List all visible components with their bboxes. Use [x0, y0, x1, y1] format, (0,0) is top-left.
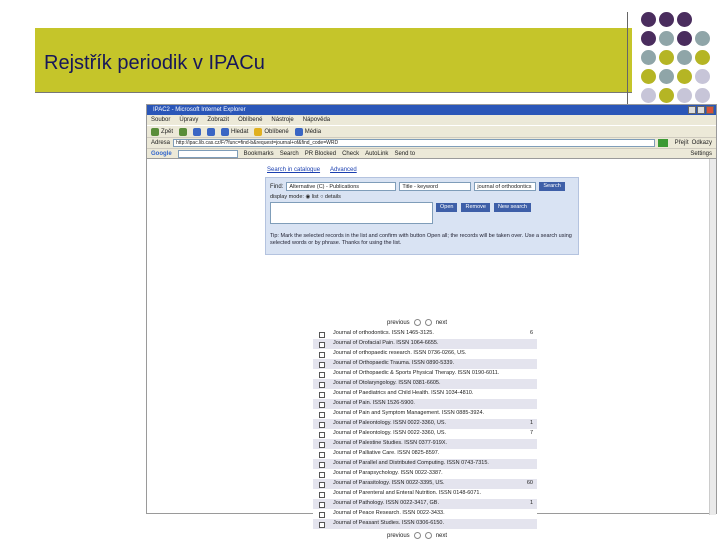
- row-checkbox[interactable]: [319, 372, 325, 378]
- dot: [641, 69, 656, 84]
- journal-title[interactable]: Journal of Pathology. ISSN 0022-3417, GB.: [333, 500, 439, 506]
- row-checkbox[interactable]: [319, 482, 325, 488]
- dot: [695, 69, 710, 84]
- search-icon: [221, 128, 229, 136]
- row-checkbox[interactable]: [319, 332, 325, 338]
- journal-count: 60: [526, 480, 533, 486]
- dot: [641, 12, 656, 27]
- search-button[interactable]: [221, 128, 248, 136]
- radio-details[interactable]: ○: [320, 194, 325, 200]
- favorites-label: Oblíbené: [264, 128, 289, 135]
- close-button[interactable]: [706, 106, 714, 114]
- go-button[interactable]: [658, 139, 668, 147]
- list-item[interactable]: [313, 499, 537, 509]
- prev-circle-icon[interactable]: [414, 319, 421, 326]
- search-tabs: [267, 167, 357, 173]
- google-logo: Google: [151, 150, 172, 157]
- row-checkbox[interactable]: [319, 502, 325, 508]
- row-checkbox[interactable]: [319, 512, 325, 518]
- query-textarea[interactable]: [270, 202, 433, 224]
- pager-next[interactable]: next: [435, 532, 448, 539]
- row-checkbox[interactable]: [319, 422, 325, 428]
- list-item[interactable]: [313, 509, 537, 519]
- title-divider: [35, 92, 632, 93]
- row-checkbox[interactable]: [319, 442, 325, 448]
- dot: [695, 31, 710, 46]
- pager-prev[interactable]: previous: [387, 319, 410, 326]
- list-item[interactable]: [313, 369, 537, 379]
- journal-title[interactable]: Journal of Paleontology. ISSN 0022-3360, US.: [333, 430, 447, 436]
- list-item[interactable]: [313, 519, 537, 529]
- journal-title[interactable]: Journal of Peasant Studies. ISSN 0306-6150.: [333, 520, 444, 526]
- minimize-button[interactable]: [688, 106, 696, 114]
- media-icon: [295, 128, 303, 136]
- toolbar: [147, 125, 716, 137]
- journal-count: 7: [529, 430, 533, 436]
- dot: [659, 12, 674, 27]
- radio-details-label: details: [324, 194, 341, 200]
- new-search-button[interactable]: New search: [494, 203, 531, 212]
- google-item[interactable]: Search: [279, 150, 299, 157]
- field-select[interactable]: Title - keyword: [399, 182, 471, 191]
- back-button[interactable]: [151, 128, 173, 136]
- list-item[interactable]: [313, 489, 537, 499]
- list-item[interactable]: [313, 459, 537, 469]
- list-item[interactable]: [313, 359, 537, 369]
- journal-count: 1: [529, 420, 533, 426]
- dot: [677, 88, 692, 103]
- dot: [677, 31, 692, 46]
- find-label: Find:: [270, 183, 284, 190]
- dot: [659, 50, 674, 65]
- journal-title[interactable]: Journal of Orofacial Pain. ISSN 1064-6655.: [333, 340, 439, 346]
- row-checkbox[interactable]: [319, 432, 325, 438]
- menu-file[interactable]: Soubor: [151, 117, 171, 123]
- refresh-icon[interactable]: [193, 128, 201, 136]
- tab-basic-search[interactable]: Search in catalogue: [267, 167, 321, 173]
- row-checkbox[interactable]: [319, 522, 325, 528]
- menu-help[interactable]: Nápověda: [302, 117, 331, 123]
- row-checkbox[interactable]: [319, 462, 325, 468]
- row-checkbox[interactable]: [319, 472, 325, 478]
- favorites-button[interactable]: [254, 128, 288, 136]
- forward-arrow-icon[interactable]: [179, 128, 187, 136]
- pager-top: [387, 319, 447, 326]
- back-label: Zpět: [161, 128, 174, 135]
- journal-title[interactable]: Journal of Otolaryngology. ISSN 0381-6605.: [333, 380, 441, 386]
- query-input[interactable]: journal of orthodontics: [474, 182, 536, 191]
- list-item[interactable]: [313, 429, 537, 439]
- star-icon: [254, 128, 262, 136]
- pager-bottom: [387, 532, 447, 539]
- list-item[interactable]: [313, 379, 537, 389]
- journal-title[interactable]: Journal of Parasitology. ISSN 0022-3395, US.: [333, 480, 445, 486]
- row-checkbox[interactable]: [319, 362, 325, 368]
- google-item[interactable]: AutoLink: [365, 150, 389, 157]
- google-toolbar: [147, 148, 716, 159]
- google-settings[interactable]: Settings: [690, 150, 712, 157]
- slide-title: Rejstřík periodik v IPACu: [44, 52, 265, 74]
- back-arrow-icon: [151, 128, 159, 136]
- dot: [641, 31, 656, 46]
- journal-title[interactable]: Journal of Pain. ISSN 1526-5900.: [333, 400, 415, 406]
- radio-list[interactable]: ◉: [305, 194, 312, 200]
- list-item[interactable]: [313, 329, 537, 339]
- row-checkbox[interactable]: [319, 392, 325, 398]
- journal-count: 1: [529, 500, 533, 506]
- address-input[interactable]: http://ipac.lib.cas.cz/F/?func=find-b&request=journal+of&find_code=WRD: [173, 139, 655, 147]
- address-label: Adresa: [151, 140, 171, 146]
- search-label: Hledat: [231, 128, 249, 135]
- journal-title[interactable]: Journal of Pain and Symptom Management. ISSN 0885-3924.: [333, 410, 485, 416]
- tab-advanced[interactable]: Advanced: [330, 167, 357, 173]
- list-item[interactable]: [313, 449, 537, 459]
- journal-title[interactable]: Journal of orthodontics. ISSN 1465-3125.: [333, 330, 434, 336]
- journal-title[interactable]: Journal of orthopaedic research. ISSN 0736-0266, US.: [333, 350, 467, 356]
- journal-title[interactable]: Journal of Orthopaedic & Sports Physical Therapy. ISSN 0190-6011.: [333, 370, 500, 376]
- remove-button[interactable]: Remove: [461, 203, 489, 212]
- pager-prev[interactable]: previous: [387, 532, 410, 539]
- row-checkbox[interactable]: [319, 402, 325, 408]
- home-icon[interactable]: [207, 128, 215, 136]
- menu-tools[interactable]: Nástroje: [271, 117, 294, 123]
- google-item[interactable]: Bookmarks: [243, 150, 274, 157]
- google-search-input[interactable]: [178, 150, 238, 158]
- google-item[interactable]: Check: [342, 150, 360, 157]
- tip-text: Tip: Mark the selected records in the list and confirm with button Open all; the records will be taken over. Use a search using selected words or by phrase. Thanks for using the list.: [270, 233, 572, 246]
- go-label: Přejít: [674, 140, 689, 146]
- list-item[interactable]: [313, 339, 537, 349]
- list-item[interactable]: [313, 389, 537, 399]
- pager-next[interactable]: next: [435, 319, 448, 326]
- menu-favorites[interactable]: Oblíbené: [238, 117, 263, 123]
- journal-list: [313, 329, 537, 529]
- decorative-dots: [638, 12, 720, 107]
- dot: [659, 88, 674, 103]
- dot: [677, 12, 692, 27]
- google-item[interactable]: PR Blocked: [304, 150, 337, 157]
- media-button[interactable]: [295, 128, 321, 136]
- journal-title[interactable]: Journal of Paediatrics and Child Health. ISSN 1034-4810.: [333, 390, 474, 396]
- dot: [677, 50, 692, 65]
- list-item[interactable]: [313, 349, 537, 359]
- row-checkbox[interactable]: [319, 352, 325, 358]
- journal-title[interactable]: Journal of Orthopaedic Trauma. ISSN 0890-5339.: [333, 360, 455, 366]
- prev-circle-icon[interactable]: [414, 532, 421, 539]
- next-circle-icon[interactable]: [425, 532, 432, 539]
- menu-edit[interactable]: Úpravy: [179, 117, 199, 123]
- menu-view[interactable]: Zobrazit: [207, 117, 230, 123]
- address-bar: [147, 137, 716, 148]
- window-title: IPAC2 - Microsoft Internet Explorer: [153, 107, 246, 113]
- window-titlebar: [147, 105, 716, 115]
- journal-count: 6: [529, 330, 533, 336]
- row-checkbox[interactable]: [319, 492, 325, 498]
- vertical-scrollbar[interactable]: [709, 159, 716, 515]
- display-label: display mode:: [270, 194, 304, 200]
- google-item[interactable]: Send to: [394, 150, 416, 157]
- dot: [677, 69, 692, 84]
- list-item[interactable]: [313, 479, 537, 489]
- display-mode: [270, 194, 341, 200]
- journal-title[interactable]: Journal of Paleontology. ISSN 0022-3360, US.: [333, 420, 447, 426]
- list-item[interactable]: [313, 419, 537, 429]
- dot: [659, 31, 674, 46]
- maximize-button[interactable]: [697, 106, 705, 114]
- journal-title[interactable]: Journal of Palestine Studies. ISSN 0377-919X.: [333, 440, 448, 446]
- open-button[interactable]: Open: [436, 203, 457, 212]
- list-item[interactable]: [313, 469, 537, 479]
- list-item[interactable]: [313, 409, 537, 419]
- media-label: Média: [304, 128, 322, 135]
- row-checkbox[interactable]: [319, 412, 325, 418]
- links-label[interactable]: Odkazy: [691, 140, 712, 146]
- dot: [695, 50, 710, 65]
- dot: [659, 69, 674, 84]
- journal-title[interactable]: Journal of Parapsychology. ISSN 0022-3387.: [333, 470, 443, 476]
- dot: [695, 88, 710, 103]
- row-checkbox[interactable]: [319, 452, 325, 458]
- row-checkbox[interactable]: [319, 342, 325, 348]
- next-circle-icon[interactable]: [425, 319, 432, 326]
- journal-title[interactable]: Journal of Parallel and Distributed Computing. ISSN 0743-7315.: [333, 460, 489, 466]
- menu-bar: [147, 115, 716, 125]
- dot: [641, 50, 656, 65]
- journal-title[interactable]: Journal of Palliative Care. ISSN 0825-8597.: [333, 450, 440, 456]
- database-select[interactable]: Alternative (C) - Publications: [286, 182, 396, 191]
- row-checkbox[interactable]: [319, 382, 325, 388]
- dot: [641, 88, 656, 103]
- search-panel: [265, 177, 579, 255]
- journal-title[interactable]: Journal of Peace Research. ISSN 0022-3433.: [333, 510, 445, 516]
- search-button[interactable]: Search: [539, 182, 564, 191]
- radio-list-label: list: [311, 194, 319, 200]
- browser-screenshot: [146, 104, 717, 539]
- journal-title[interactable]: Journal of Parenteral and Enteral Nutrition. ISSN 0148-6071.: [333, 490, 481, 496]
- list-item[interactable]: [313, 399, 537, 409]
- list-item[interactable]: [313, 439, 537, 449]
